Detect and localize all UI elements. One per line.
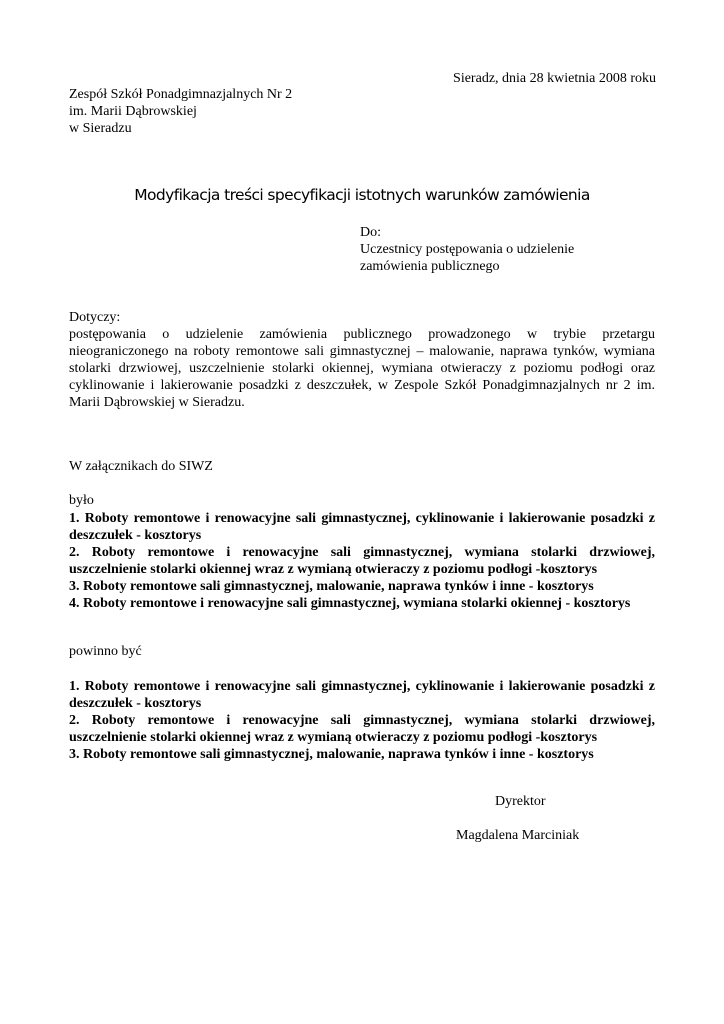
list-item: 1. Roboty remontowe i renowacyjne sali gimnastycznej, cyklinowanie i lakierowanie posadzki z deszczułek - kosztorys [69, 511, 655, 543]
was-list [69, 510, 655, 612]
list-item: 2. Roboty remontowe i renowacyjne sali gimnastycznej, wymiana stolarki drzwiowej, uszczelnienie stolarki okiennej wraz z wymianą otwieraczy z poziomu podłogi -kosztorys [69, 545, 655, 577]
should-be-list [69, 678, 655, 763]
list-item: 2. Roboty remontowe i renowacyjne sali gimnastycznej, wymiana stolarki drzwiowej, uszczelnienie stolarki okiennej wraz z wymianą otwieraczy z poziomu podłogi -kosztorys [69, 713, 655, 745]
subject-label: Dotyczy: [69, 310, 121, 325]
was-label: było [69, 493, 94, 508]
recipient-block [360, 225, 660, 276]
recipient-line: zamówienia publicznego [360, 259, 500, 274]
should-be-label: powinno być [69, 644, 142, 659]
list-item: 3. Roboty remontowe sali gimnastycznej, malowanie, naprawa tynków i inne - kosztorys [69, 579, 594, 594]
school-address [69, 87, 369, 138]
document-title: Modyfikacja treści specyfikacji istotnych warunków zamówienia [134, 186, 590, 204]
school-patron: im. Marii Dąbrowskiej [69, 104, 197, 119]
list-item: 4. Roboty remontowe i renowacyjne sali gimnastycznej, wymiana stolarki okiennej - kosztorys [69, 596, 631, 611]
attachments-intro: W załącznikach do SIWZ [69, 459, 213, 474]
school-name: Zespół Szkół Ponadgimnazjalnych Nr 2 [69, 87, 293, 102]
subject-block [69, 309, 655, 411]
school-city: w Sieradzu [69, 121, 132, 136]
list-item: 3. Roboty remontowe sali gimnastycznej, malowanie, naprawa tynków i inne - kosztorys [69, 747, 594, 762]
list-item: 1. Roboty remontowe i renowacyjne sali gimnastycznej, cyklinowanie i lakierowanie posadzki z deszczułek - kosztorys [69, 679, 655, 711]
subject-text: postępowania o udzielenie zamówienia publicznego prowadzonego w trybie przetargu nieograniczonego na roboty remontowe sali gimnastycznej – malowanie, naprawa tynków, wymiana stolarki drzwiowej, uszczelnienie stolarki okiennej, wymiana otwieraczy z poziomu podłogi oraz cyklinowanie i lakierowanie posadzki z deszczułek, w Zespole Szkół Ponadgimnazjalnych nr 2 im. Marii Dąbrowskiej w Sieradzu. [69, 327, 655, 410]
recipient-label: Do: [360, 225, 381, 240]
date-line: Sieradz, dnia 28 kwietnia 2008 roku [453, 71, 656, 86]
recipient-line: Uczestnicy postępowania o udzielenie [360, 242, 575, 257]
signature-role: Dyrektor [495, 794, 546, 809]
signature-name: Magdalena Marciniak [456, 828, 580, 843]
